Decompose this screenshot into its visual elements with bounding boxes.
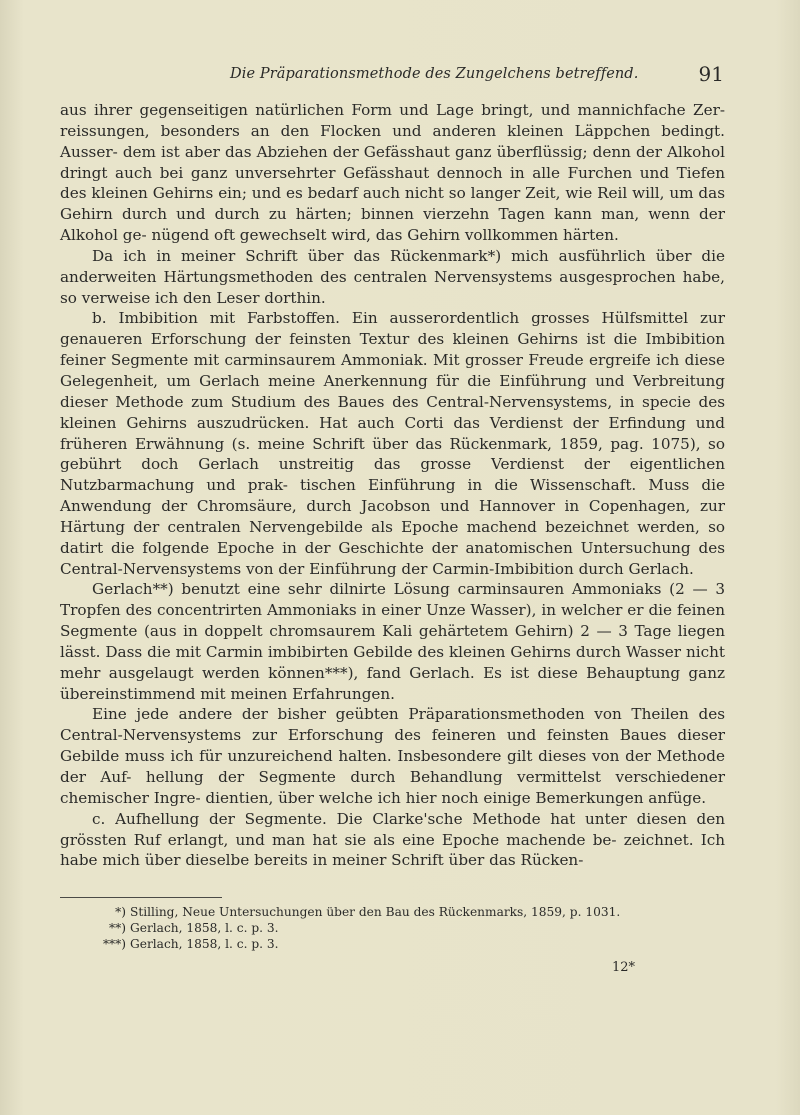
text-line: reissungen, besonders an den Flocken und anderen kleinen Läppchen bedingt. Ausser- (60, 121, 725, 161)
text-line: Gerlach**) benutzt eine sehr dilnirte Lösung carminsauren Ammoniaks (2 — 3 (92, 580, 725, 599)
text-line: feiner Segmente mit carminsaurem Ammoniak. Mit grosser Freude ergreife ich diese (60, 351, 725, 370)
footnote-text: Gerlach, 1858, l. c. p. 3. (130, 937, 279, 951)
body-text (60, 100, 725, 871)
text-line: lässt. Dass die mit Carmin imbibirten Gebilde des kleinen Gehirns durch Wasser nicht (60, 642, 725, 661)
text-line: Da ich in meiner Schrift über das Rückenmark*) mich ausführlich über die (92, 246, 725, 265)
signature-mark: 12* (612, 960, 636, 975)
text-line: aus ihrer gegenseitigen natürlichen Form und Lage bringt, und mannichfache Zer- (60, 101, 725, 119)
text-line: Carmin-Imbibition durch Gerlach. (432, 559, 694, 578)
text-line: mehr ausgelaugt werden können***), fand Gerlach. Es ist diese Behauptung ganz (60, 663, 725, 682)
text-line: Gehirns auszudrücken. Hat auch Corti das Verdienst der Erfindung und früheren (60, 413, 725, 453)
text-line: Central-Nervensystems zur Erforschung des feineren und feinsten Baues dieser Gebilde (60, 726, 725, 766)
footnote-divider (60, 897, 222, 898)
paragraph (60, 809, 725, 872)
text-line: Segmente (aus in doppelt chromsaurem Kali gehärtetem Gehirn) 2 — 3 Tage liegen (60, 622, 725, 641)
text-line: b. Imbibition mit Farbstoffen. Ein ausserordentlich grosses Hülfsmittel (92, 309, 700, 328)
text-line: Eine jede andere der bisher geübten Präparationsmethoden von Theilen des (92, 705, 725, 724)
footnote-mark: *) (115, 905, 126, 919)
paragraph (60, 579, 725, 704)
running-title: Die Präparationsmethode des Zungelchens betreffend. (230, 66, 639, 82)
footnote-text: Stilling, Neue Untersuchungen über den Bau des Rückenmarks, 1859, p. 1031. (130, 905, 621, 919)
text-line: verweise ich den Leser dorthin. (81, 288, 326, 307)
text-line: c. Aufhellung der Segmente. Die Clarke'sche Methode hat unter (92, 809, 637, 828)
footnote (60, 936, 720, 952)
text-line: dientien, über welche ich hier noch einige Bemerkungen anfüge. (205, 788, 707, 807)
text-line: muss ich für unzureichend halten. Insbesondere gilt dieses von der Methode der Auf- (60, 747, 725, 786)
text-line: als Epoche machend bezeichnet werden, so datirt die folgende Epoche in der Geschichte (60, 517, 726, 557)
text-line: anderweiten Härtungsmethoden des centralen Nervensystems ausgesprochen habe, so (60, 267, 725, 307)
footnote (60, 904, 720, 920)
paragraph (60, 308, 725, 579)
text-line: zur genaueren Erforschung der feinsten Textur des kleinen Gehirns ist die Imbibition (60, 309, 725, 349)
text-line: durch und durch zu härten; binnen vierzehn Tagen kann man, wenn der Alkohol ge- (60, 205, 725, 245)
text-line: übereinstimmend mit meinen Erfahrungen. (60, 684, 396, 703)
footnote-text: Gerlach, 1858, l. c. p. 3. (130, 921, 279, 935)
text-line: Gerlach unstreitig das grosse Verdienst der eigentlichen Nutzbarmachung und prak- (60, 455, 725, 495)
text-line: dem ist aber das Abziehen der Gefässhaut ganz überflüssig; denn der Alkohol dringt (60, 142, 726, 182)
text-line: diesen den grössten Ruf erlangt, und man hat sie als eine Epoche machende be- (60, 809, 725, 849)
text-line: hellung der Segmente durch Behandlung vermittelst verschiedener chemischer Ingre- (60, 768, 725, 807)
paragraph (60, 100, 725, 246)
paragraph (60, 704, 725, 808)
text-line: nügend oft gewechselt wird, das Gehirn vollkommen härten. (151, 226, 619, 245)
page-header (60, 62, 724, 92)
text-line: der anatomischen Untersuchung des Central-Nervensystems von der Einführung der (60, 538, 725, 578)
text-line: auch bei ganz unversehrter Gefässhaut dennoch in alle Furchen und Tiefen des kleinen (60, 163, 725, 203)
text-line: tischen Einführung in die Wissenschaft. Muss die Anwendung der Chromsäure, durch (60, 476, 726, 516)
text-line: Gehirns ein; und es bedarf auch nicht so langer Zeit, wie Reil will, um das Gehirn (60, 184, 725, 224)
text-line: Gelegenheit, um Gerlach meine Anerkennung für die Einführung und Verbreitung (60, 371, 725, 390)
paragraph (60, 246, 725, 309)
page-number: 91 (698, 62, 724, 86)
text-line: Erwähnung (s. meine Schrift über das Rückenmark, 1859, pag. 1075), so gebührt doch (60, 434, 725, 474)
footnote (60, 920, 720, 936)
text-line: dieser Methode zum Studium des Baues des Central-Nervensystems, in specie des kleinen (60, 392, 725, 432)
text-line: Tropfen des concentrirten Ammoniaks in einer Unze Wasser), in welcher er die feinen (60, 601, 725, 620)
footnotes (60, 904, 720, 952)
footnote-mark: ***) (102, 937, 126, 951)
footnote-mark: **) (109, 921, 126, 935)
text-line: Jacobson und Hannover in Copenhagen, zur Härtung der centralen Nervengebilde (60, 497, 725, 536)
text-line: zeichnet. Ich habe mich über dieselbe bereits in meiner Schrift über das Rücken- (60, 830, 726, 870)
